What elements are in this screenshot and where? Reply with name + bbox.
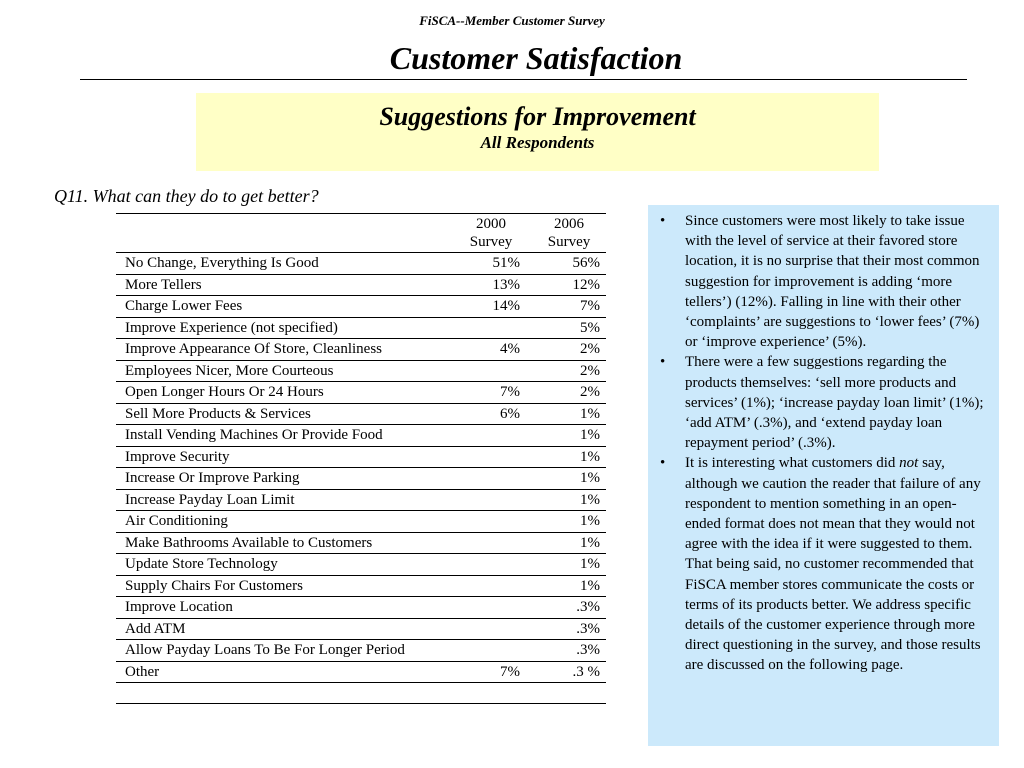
table-row — [116, 382, 606, 404]
value-2006: 5% — [580, 319, 600, 336]
table-row — [116, 640, 606, 662]
value-2006: 1% — [580, 491, 600, 508]
table-row — [116, 425, 606, 447]
value-2006: 1% — [580, 427, 600, 443]
value-2006: 1% — [580, 556, 600, 572]
bullet-icon: • — [660, 213, 666, 229]
commentary-box — [648, 205, 999, 746]
value-2006: 12% — [572, 276, 600, 293]
survey-header-note: FiSCA--Member Customer Survey — [419, 13, 605, 28]
title-divider — [80, 79, 967, 80]
banner-subtitle: All Respondents — [480, 133, 595, 152]
table-row — [116, 296, 606, 318]
bullet-icon: • — [660, 455, 666, 472]
table-header — [116, 214, 606, 252]
value-2006: 1% — [580, 448, 600, 465]
row-label: Improve Experience (not specified) — [125, 319, 338, 336]
table-row — [116, 468, 606, 490]
table-row — [116, 619, 606, 641]
commentary-text-pre: It is interesting what customers did — [685, 455, 900, 472]
value-2006: 2% — [580, 341, 600, 357]
value-2006: 1% — [580, 534, 600, 551]
value-2006: 1% — [580, 470, 600, 486]
commentary-item — [658, 453, 989, 675]
table-row — [116, 597, 606, 619]
table-row — [116, 275, 606, 297]
row-label: Charge Lower Fees — [125, 298, 243, 314]
row-label: Improve Appearance Of Store, Cleanliness — [125, 341, 382, 357]
table-row — [116, 576, 606, 598]
row-label: Sell More Products & Services — [125, 405, 311, 422]
commentary-item — [658, 211, 989, 352]
table-row — [116, 554, 606, 576]
commentary-text-post: say, although we caution the reader that failure of any respondent to mention something in an open-ended format does not mean that they would not agree with the idea if it were suggested to them. That being said, no customer recommended that FiSCA member stores communicate the costs or terms of its products better. We address specific details of the customer experience through more direct questioning in the survey, and those results are discussed on the following page. — [685, 455, 981, 674]
row-label: More Tellers — [125, 276, 202, 293]
value-2006: .3 % — [572, 663, 600, 680]
row-label: No Change, Everything Is Good — [125, 255, 319, 271]
column-header-label: Survey — [469, 234, 513, 250]
table-body — [116, 253, 606, 683]
row-label: Add ATM — [125, 620, 186, 637]
commentary-text: Since customers were most likely to take issue with the level of service at their favored store location, it is no surprise that their most common suggestion for improvement is adding ‘more tellers’) (12%). Falling in line with their other ‘complaints’ are suggestions to ‘lower fees’ (7%) or ‘improve experience’ (5%). — [685, 213, 980, 351]
table-row — [116, 511, 606, 533]
table-row — [116, 318, 606, 340]
column-header-2006 — [534, 215, 604, 251]
section-banner — [196, 93, 879, 171]
slide-title: Customer Satisfaction — [389, 40, 683, 76]
value-2000: 51% — [492, 255, 520, 271]
question-text: Q11. What can they do to get better? — [54, 186, 319, 206]
value-2006: .3% — [576, 599, 600, 615]
value-2000: 6% — [500, 405, 520, 422]
row-label: Increase Payday Loan Limit — [125, 491, 295, 508]
value-2000: 7% — [500, 384, 520, 400]
commentary-list — [658, 211, 989, 676]
row-label: Employees Nicer, More Courteous — [125, 362, 334, 379]
row-label: Improve Location — [125, 599, 233, 615]
value-2006: 56% — [572, 255, 600, 271]
value-2000: 13% — [492, 276, 520, 293]
value-2006: .3% — [576, 642, 600, 658]
table-bottom-rule — [116, 683, 606, 704]
table-row — [116, 533, 606, 555]
value-2006: .3% — [576, 620, 600, 637]
row-label: Make Bathrooms Available to Customers — [125, 534, 373, 551]
row-label: Supply Chairs For Customers — [125, 577, 303, 594]
table-row — [116, 662, 606, 684]
value-2000: 7% — [500, 663, 520, 680]
column-header-year: 2000 — [476, 216, 506, 232]
table-row — [116, 447, 606, 469]
bullet-icon: • — [660, 354, 666, 371]
column-header-year: 2006 — [554, 216, 584, 232]
row-label: Open Longer Hours Or 24 Hours — [125, 384, 324, 400]
row-label: Air Conditioning — [125, 513, 228, 529]
value-2000: 14% — [492, 298, 520, 314]
column-header-2000 — [456, 215, 526, 251]
row-label: Install Vending Machines Or Provide Food — [125, 427, 383, 443]
banner-title: Suggestions for Improvement — [379, 102, 696, 131]
value-2000: 4% — [500, 341, 520, 357]
value-2006: 1% — [580, 405, 600, 422]
value-2006: 2% — [580, 362, 600, 379]
commentary-text: There were a few suggestions regarding the products themselves: ‘sell more products and services’ (1%); ‘increase payday loan limit’ (1%); ‘add ATM’ (.3%), and ‘extend payday loan repayment period’ (.3%). — [685, 354, 984, 452]
table-row — [116, 361, 606, 383]
commentary-emphasis: not — [899, 455, 919, 472]
row-label: Improve Security — [125, 448, 230, 465]
row-label: Other — [125, 663, 160, 680]
table-row — [116, 339, 606, 361]
value-2006: 1% — [580, 513, 600, 529]
table-row — [116, 490, 606, 512]
value-2006: 1% — [580, 577, 600, 594]
commentary-item — [658, 352, 989, 453]
row-label: Allow Payday Loans To Be For Longer Period — [125, 642, 405, 658]
column-header-label: Survey — [547, 234, 591, 250]
value-2006: 7% — [580, 298, 600, 314]
row-label: Increase Or Improve Parking — [125, 470, 300, 486]
row-label: Update Store Technology — [125, 556, 278, 572]
table-row — [116, 253, 606, 275]
value-2006: 2% — [580, 384, 600, 400]
results-table — [116, 213, 606, 704]
table-row — [116, 404, 606, 426]
